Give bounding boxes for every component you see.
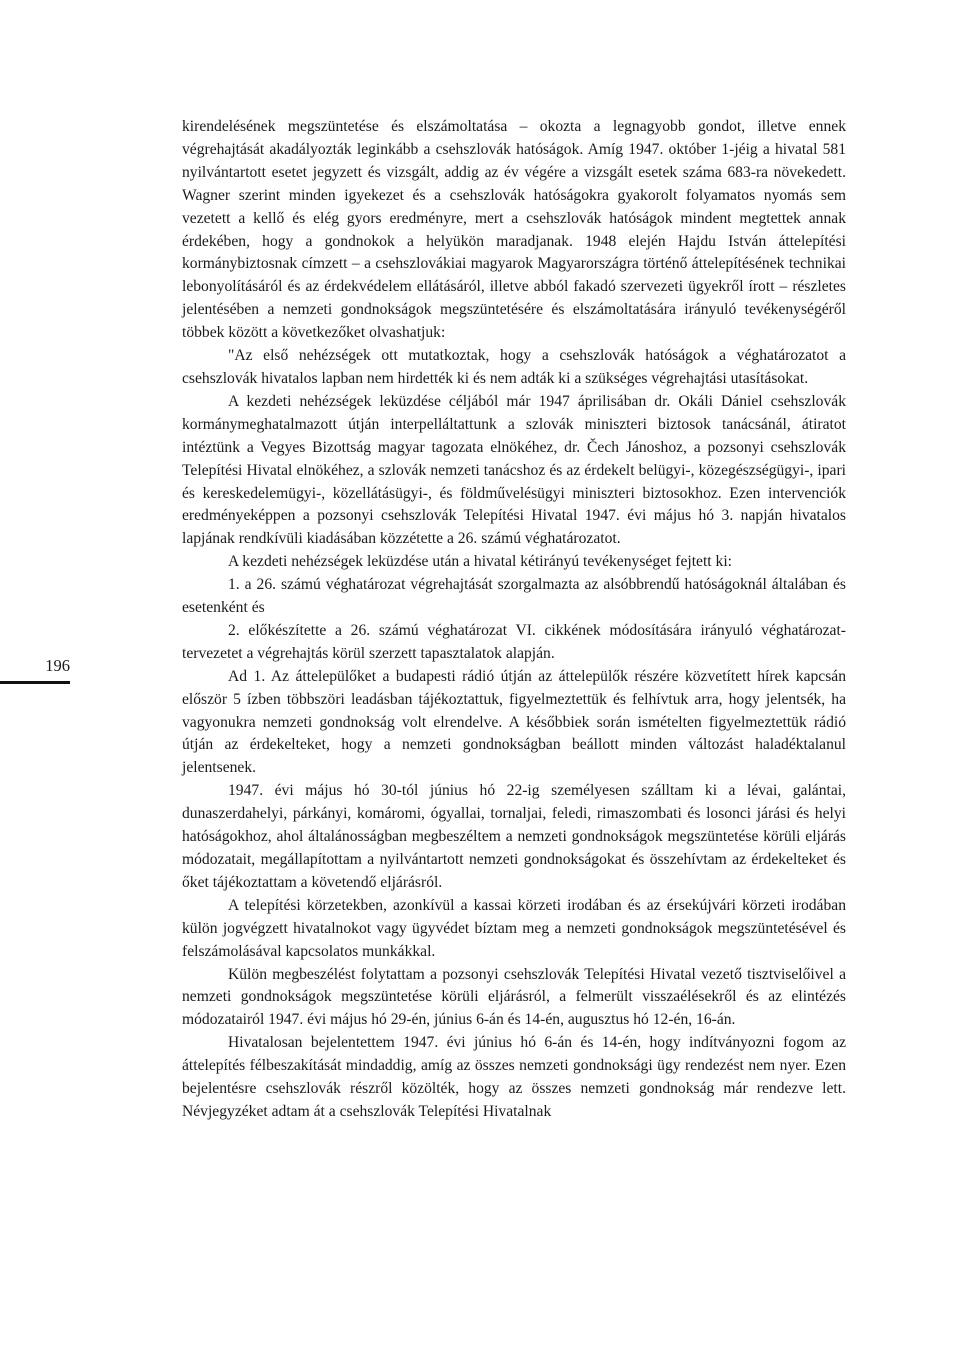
body-text bbox=[182, 116, 846, 1124]
paragraph: 1947. évi május hó 30-tól június hó 22-ig személyesen szálltam ki a lévai, galántai, dunaszerdahelyi, párkányi, komáromi, ógyallai, tornaljai, feledi, rimaszombati és losonci járási és helyi hatóságokhoz, ahol általánosságban megbeszéltem a nemzeti gondnokságok megszüntetése körüli eljárás módozatait, megállapítottam a nyilvántartott nemzeti gondnokságokat és összehívtam az érdekelteket és őket tájékoztattam a követendő eljárásról. bbox=[182, 782, 846, 891]
paragraph: kirendelésének megszüntetése és elszámoltatása – okozta a legnagyobb gondot, illetve ennek végrehajtását akadályozták leginkább a csehszlovák hatóságok. Amíg 1947. október 1-jéig a hivatal 581 nyilvántartott esetet jegyzett és vizsgált, addig az év végére a vizsgált esetek száma 683-ra növekedett. Wagner szerint minden igyekezet és a csehszlovák hatóságokra gyakorolt folyamatos nyomás sem vezetett a kellő és elég gyors eredményre, mert a csehszlovák hatóságok mindent megtettek annak érdekében, hogy a gondnokok a helyükön maradjanak. 1948 elején Hajdu István áttelepítési kormánybiztosnak címzett – a csehszlovákiai magyarok Magyarországra történő áttelepítésének technikai lebonyolításáról és az érdekvédelem ellátásáról, illetve abból fakadó szervezeti ügyekről írott – részletes jelentésében a nemzeti gondnokságok megszüntetésére és elszámoltatására irányuló tevékenységéről többek között a következőket olvashatjuk: bbox=[182, 118, 846, 342]
paragraph: A kezdeti nehézségek leküzdése céljából már 1947 áprilisában dr. Okáli Dániel csehszlovák kormánymeghatalmazott útján interpelláltattunk a szlovák miniszteri biztosok tanácsánál, átiratot intéztünk a Vegyes Bizottság magyar tagozata elnökéhez, dr. Čech Jánoshoz, a pozsonyi csehszlovák Telepítési Hivatal elnökéhez, a szlovák nemzeti tanácshoz és az érdekelt belügyi-, közegészségügyi-, ipari és kereskedelemügyi-, közellátásügyi-, és földművelésügyi miniszteri biztosokhoz. Ezen intervenciók eredményeképpen a pozsonyi csehszlovák Telepítési Hivatal 1947. évi május hó 3. napján hivatalos lapjának rendkívüli kiadásában közzétette a 26. számú véghatározatot. bbox=[182, 392, 846, 548]
list-item: 1. a 26. számú véghatározat végrehajtását szorgalmazta az alsóbbrendű hatóságoknál általában és esetenként és bbox=[182, 576, 846, 617]
paragraph: Hivatalosan bejelentettem 1947. évi június hó 6-án és 14-én, hogy indítványozni fogom az áttelepítés félbeszakítását mindaddig, amíg az összes nemzeti gondnoksági ügy rendezést nem nyer. Ezen bejelentésre csehszlovák részről közölték, hogy az összes nemzeti gondnokság már rendezve lett. Névjegyzéket adtam át a csehszlovák Telepítési Hivatalnak bbox=[182, 1034, 846, 1120]
paragraph: A telepítési körzetekben, azonkívül a kassai körzeti irodában és az érsekújvári körzeti irodában külön jogvégzett hivatalnokot vagy ügyvédet bíztam meg a nemzeti gondnokságok megszüntetésével és felszámolásával kapcsolatos munkákkal. bbox=[182, 896, 846, 960]
list-item: 2. előkészítette a 26. számú véghatározat VI. cikkének módosítására irányuló véghatározat-tervezetet a végrehajtás körül szerzett tapasztalatok alapján. bbox=[182, 621, 846, 662]
quote-paragraph: "Az első nehézségek ott mutatkoztak, hogy a csehszlovák hatóságok a véghatározatot a csehszlovák hivatalos lapban nem hirdették ki és nem adták ki a szükséges végrehajtási utasításokat. bbox=[182, 347, 846, 387]
margin-rule bbox=[0, 681, 70, 684]
page-number: 196 bbox=[45, 656, 70, 675]
paragraph: Ad 1. Az áttelepülőket a budapesti rádió útján az áttelepülők részére közvetített hírek kapcsán először 5 ízben többszöri leadásban tájékoztattuk, figyelmeztettük és felhívtuk arra, hogy jelentsék, ha vagyonukra nemzeti gondnokság volt elrendelve. A későbbiek során ismételten figyelmeztettük rádió útján az érdekelteket, hogy a nemzeti gondnokságban beállott minden változást haladéktalanul jelentsenek. bbox=[182, 667, 846, 777]
paragraph: Külön megbeszélést folytattam a pozsonyi csehszlovák Telepítési Hivatal vezető tisztviselőivel a nemzeti gondnokságok megszüntetése körüli eljárásról, a felmerült visszaélésekről és az elintézés módozatairól 1947. évi május hó 29-én, június 6-án és 14-én, augusztus hó 12-én, 16-án. bbox=[182, 965, 846, 1029]
paragraph: A kezdeti nehézségek leküzdése után a hivatal kétirányú tevékenységet fejtett ki: bbox=[228, 553, 732, 571]
